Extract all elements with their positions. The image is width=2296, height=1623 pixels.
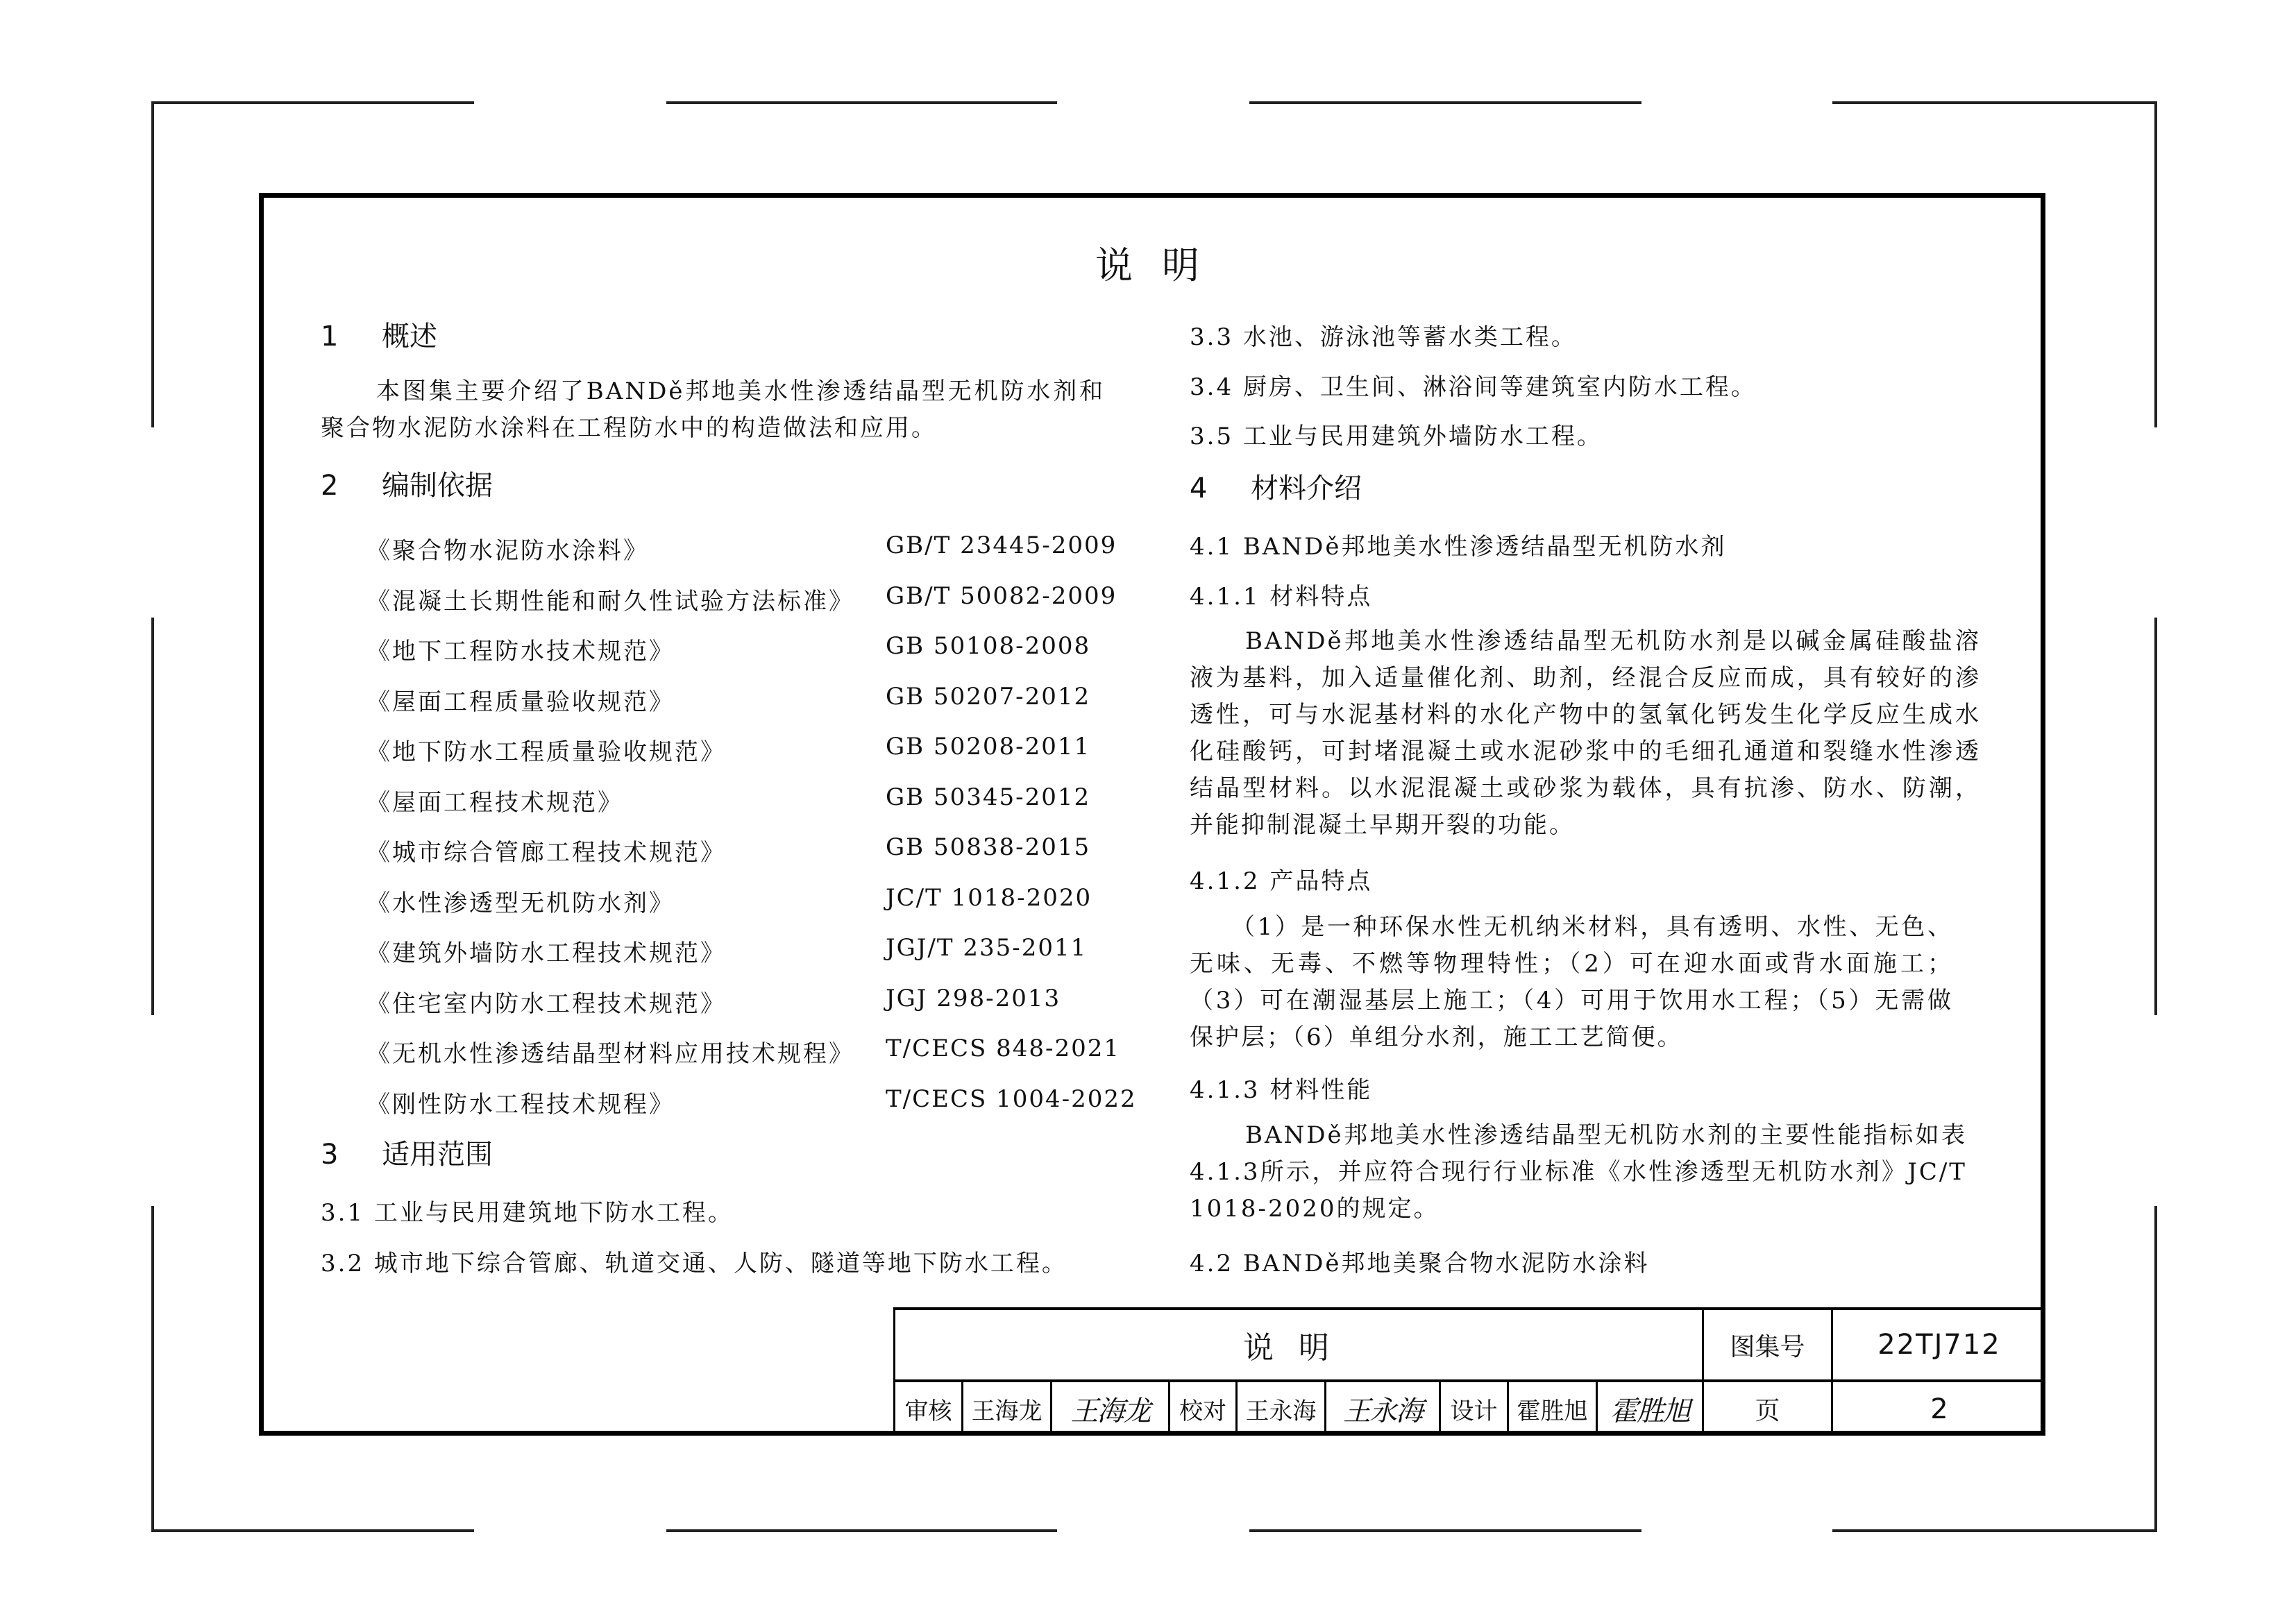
reference-title: 《混凝土长期性能和耐久性试验方法标准》 — [366, 587, 854, 615]
design-label: 设计 — [1439, 1379, 1507, 1436]
reference-title: 《无机水性渗透结晶型材料应用技术规程》 — [366, 1040, 854, 1068]
reference-code: T/CECS 1004-2022 — [886, 1085, 1137, 1113]
crop-mark — [2154, 618, 2157, 1015]
reference-title: 《刚性防水工程技术规程》 — [366, 1090, 675, 1119]
review-signature: 王海龙 — [1050, 1379, 1168, 1436]
design-name: 霍胜旭 — [1507, 1379, 1596, 1436]
reference-title: 《地下工程防水技术规范》 — [366, 638, 675, 665]
page-label: 页 — [1702, 1379, 1831, 1436]
crop-mark — [2154, 1206, 2157, 1532]
material-features-paragraph: BANDě邦地美水性渗透结晶型无机防水剂是以碱金属硅酸盐溶液为基料，加入适量催化剂、助剂，经混合反应而成，具有较好的渗透性，可与水泥基材料的水化产物中的氢氧化钙发生化学反应生成水化硅酸钙，可封堵混凝土或水泥砂浆中的毛细孔通道和裂缝水性渗透结晶型材料。以水泥混凝土或砂浆为载体，具有抗渗、防水、防潮，并能抑制混凝土早期开裂的功能。 — [1190, 627, 1981, 839]
reference-title: 《建筑外墙防水工程技术规范》 — [366, 940, 726, 967]
reference-title: 《地下防水工程质量验收规范》 — [366, 738, 726, 766]
reference-code: T/CECS 848-2021 — [886, 1035, 1120, 1062]
scope-item: 3.2 城市地下综合管廊、轨道交通、人防、隧道等地下防水工程。 — [321, 1250, 1067, 1277]
reference-title: 《聚合物水泥防水涂料》 — [366, 537, 649, 565]
crop-mark — [1249, 1529, 1641, 1532]
page-number: 2 — [1831, 1379, 2045, 1436]
crop-mark — [151, 101, 474, 104]
section-3-heading: 3 适用范围 — [321, 1139, 493, 1171]
crop-mark — [151, 101, 154, 427]
atlas-no-label: 图集号 — [1702, 1307, 1831, 1379]
page-title: 说明 — [1095, 244, 1229, 287]
section-1-heading: 1 概述 — [321, 321, 437, 352]
scope-item: 3.1 工业与民用建筑地下防水工程。 — [321, 1199, 734, 1227]
reference-code: GB/T 23445-2009 — [886, 532, 1117, 559]
crop-mark — [2154, 101, 2157, 427]
crop-mark — [1832, 1529, 2157, 1532]
reference-code: JC/T 1018-2020 — [886, 883, 1092, 912]
crop-mark — [666, 101, 1057, 104]
reference-code: GB/T 50082-2009 — [886, 581, 1117, 610]
product-features-paragraph: （1）是一种环保水性无机纳米材料，具有透明、水性、无色、无味、无毒、不燃等物理特性；（2）可在迎水面或背水面施工；（3）可在潮湿基层上施工；（4）可用于饮用水工程；（5）无需做保护层；（6）单组分水剂，施工工艺简便。 — [1190, 913, 1953, 1051]
reference-title: 《住宅室内防水工程技术规范》 — [366, 989, 726, 1018]
reference-code: GB 50108-2008 — [886, 632, 1091, 660]
crop-mark — [666, 1529, 1057, 1532]
subsection-4-1-2: 4.1.2 产品特点 — [1190, 867, 1373, 895]
crop-mark — [151, 618, 154, 1015]
review-label: 审核 — [893, 1379, 961, 1436]
check-label: 校对 — [1168, 1379, 1235, 1436]
subsection-4-2: 4.2 BANDě邦地美聚合物水泥防水涂料 — [1190, 1250, 1650, 1277]
reference-code: JGJ/T 235-2011 — [886, 934, 1088, 962]
section-1-paragraph: 本图集主要介绍了BANDě邦地美水性渗透结晶型无机防水剂和聚合物水泥防水涂料在工程防水中的构造做法和应用。 — [321, 377, 1105, 442]
scope-item: 3.5 工业与民用建筑外墙防水工程。 — [1190, 423, 1603, 450]
drawing-title-cell: 说明 — [893, 1307, 1702, 1379]
reference-title: 《水性渗透型无机防水剂》 — [366, 889, 675, 917]
scope-item: 3.3 水池、游泳池等蓄水类工程。 — [1190, 323, 1577, 351]
check-name: 王永海 — [1235, 1379, 1324, 1436]
reference-title: 《城市综合管廊工程技术规范》 — [366, 839, 726, 867]
design-signature: 霍胜旭 — [1596, 1379, 1702, 1436]
subsection-4-1-1: 4.1.1 材料特点 — [1190, 583, 1373, 611]
scope-item: 3.4 厨房、卫生间、淋浴间等建筑室内防水工程。 — [1190, 373, 1757, 401]
section-2-heading: 2 编制依据 — [321, 470, 493, 502]
reference-code: JGJ 298-2013 — [886, 984, 1061, 1012]
review-name: 王海龙 — [961, 1379, 1050, 1436]
crop-mark — [151, 1206, 154, 1532]
crop-mark — [1832, 101, 2157, 104]
atlas-no-value: 22TJ712 — [1831, 1307, 2045, 1379]
subsection-4-1-3: 4.1.3 材料性能 — [1190, 1076, 1373, 1104]
reference-code: GB 50208-2011 — [886, 733, 1091, 760]
check-signature: 王永海 — [1324, 1379, 1439, 1436]
section-4-heading: 4 材料介绍 — [1190, 473, 1362, 504]
crop-mark — [151, 1529, 474, 1532]
material-performance-paragraph: BANDě邦地美水性渗透结晶型无机防水剂的主要性能指标如表4.1.3所示，并应符合现行行业标准《水性渗透型无机防水剂》JC/T 1018-2020的规定。 — [1190, 1121, 1967, 1223]
crop-mark — [1249, 101, 1641, 104]
reference-title: 《屋面工程质量验收规范》 — [366, 688, 675, 716]
reference-title: 《屋面工程技术规范》 — [366, 788, 623, 817]
reference-code: GB 50345-2012 — [886, 783, 1091, 811]
reference-code: GB 50207-2012 — [886, 682, 1091, 711]
subsection-4-1: 4.1 BANDě邦地美水性渗透结晶型无机防水剂 — [1190, 533, 1727, 561]
title-block — [893, 1307, 2045, 1436]
reference-code: GB 50838-2015 — [886, 833, 1091, 861]
